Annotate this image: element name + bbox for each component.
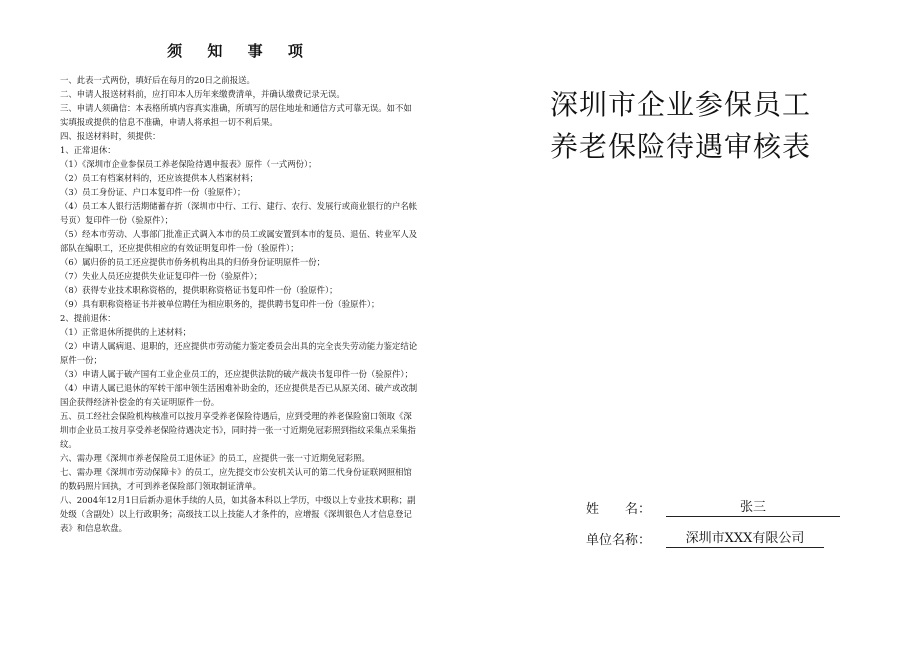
notice-paragraph: 五、员工经社会保险机构核准可以按月享受养老保险待遇后，应到受理的养老保险窗口领取《深圳市企业员工按月享受养老保险待遇决定书》，同时持一张一寸近期免冠彩照到指纹采集点采集指纹。 — [60, 411, 416, 449]
form-title — [550, 84, 880, 168]
unit-field — [586, 527, 824, 548]
name-field — [586, 496, 840, 517]
notice-paragraph: （4）申请人属已退休的军转干部申领生活困难补助金的，还应提供是否已从原关闭、破产或改制国企获得经济补偿金的有关证明原件一份。 — [60, 383, 418, 407]
notice-section — [60, 40, 420, 535]
notice-paragraph: （6）属归侨的员工还应提供市侨务机构出具的归侨身份证明原件一份； — [60, 257, 325, 267]
notice-paragraph: 六、需办理《深圳市养老保险员工退休证》的员工，应提供一张一寸近期免冠彩照。 — [60, 453, 370, 463]
notice-paragraph: 三、申请人须确信：本表格所填内容真实准确，所填写的居住地址和通信方式可靠无误。如不如实填报或提供的信息不准确，申请人将承担一切不利后果。 — [60, 103, 412, 127]
notice-paragraph: （2）员工有档案材料的，还应该提供本人档案材料； — [60, 173, 258, 183]
notice-body — [60, 73, 420, 535]
notice-paragraph: （9）具有职称资格证书并被单位聘任为相应职务的，提供聘书复印件一份（验原件）； — [60, 299, 380, 309]
notice-paragraph: （3）员工身份证、户口本复印件一份（验原件）； — [60, 187, 246, 197]
name-value[interactable]: 张三 — [666, 496, 840, 517]
form-title-line-1: 深圳市企业参保员工 — [550, 88, 812, 121]
notice-paragraph: 二、申请人报送材料前，应打印本人历年来缴费清单，并确认缴费记录无误。 — [60, 89, 345, 99]
notice-paragraph: （1）正常退休所提供的上述材料； — [60, 327, 191, 337]
notice-paragraph: 一、此表一式两份，填好后在每月的20日之前报送。 — [60, 75, 255, 85]
notice-paragraph: 1、正常退休： — [60, 145, 116, 155]
unit-label: 单位名称： — [586, 533, 652, 548]
notice-paragraph: 2、提前退休： — [60, 313, 116, 323]
notice-paragraph: （5）经本市劳动、人事部门批准正式调入本市的员工或属安置到本市的复员、退伍、转业军人及部队在编职工，还应提供相应的有效证明复印件一份（验原件）； — [60, 229, 418, 253]
notice-paragraph: （7）失业人员还应提供失业证复印件一份（验原件）； — [60, 271, 263, 281]
notice-paragraph: 四、报送材料时，须提供： — [60, 131, 161, 141]
notice-paragraph: 七、需办理《深圳市劳动保障卡》的员工，应先提交市公安机关认可的第二代身份证联网照相馆的数码照片回执，才可到养老保险部门领取制证清单。 — [60, 467, 412, 491]
notice-paragraph: （1）《深圳市企业参保员工养老保险待遇申报表》原件（一式两份）； — [60, 159, 317, 169]
name-label: 姓 名： — [586, 502, 652, 517]
form-title-line-2: 养老保险待遇审核表 — [550, 130, 812, 163]
notice-paragraph: （3）申请人属于破产国有工业企业员工的，还应提供法院的破产裁决书复印件一份（验原件）； — [60, 369, 413, 379]
notice-paragraph: （4）员工本人银行活期储蓄存折（深圳市中行、工行、建行、农行、发展行或商业银行的户名帐号页）复印件一份（验原件）； — [60, 201, 418, 225]
unit-value[interactable]: 深圳市XXX有限公司 — [666, 527, 824, 548]
notice-paragraph: （2）申请人属病退、退职的，还应提供市劳动能力鉴定委员会出具的完全丧失劳动能力鉴定结论原件一份； — [60, 341, 418, 365]
notice-paragraph: 八、2004年12月1日后新办退休手续的人员，如其备本科以上学历，中级以上专业技术职称；副处级（含副处）以上行政职务；高级技工以上技能人才条件的，应增报《深圳银色人才信息登记表》和信息软盘。 — [60, 495, 416, 533]
notice-paragraph: （8）获得专业技术职称资格的，提供职称资格证书复印件一份（验原件）； — [60, 285, 338, 295]
notice-title: 须 知 事 项 — [167, 42, 313, 60]
